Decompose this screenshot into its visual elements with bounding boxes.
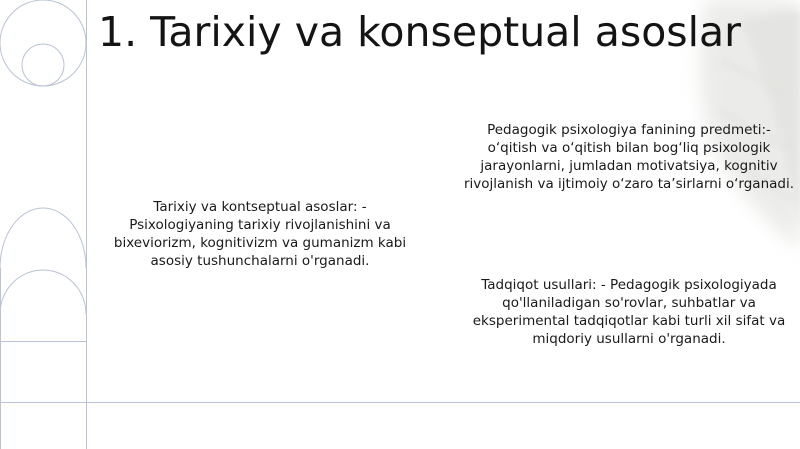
- arch-outline-decoration: [0, 208, 86, 449]
- research-methods-text: Tadqiqot usullari: - Pedagogik psixologiyada qo'llaniladigan so'rovlar, suhbatlar va eksperimental tadqiqotlar kabi turli xil sifat va miqdoriy usullarni o'rganadi.: [472, 277, 786, 347]
- circle-outline-decoration: [0, 0, 86, 86]
- historical-foundations-text: Tarixiy va kontseptual asoslar: - Psixologiyaning tarixiy rivojlanishini va bixeviorizm, kognitivizm va gumanizm kabi asosiy tushunchalarni o'rganadi.: [113, 199, 407, 269]
- slide-title: 1. Tarixiy va konseptual asoslar: [98, 8, 742, 56]
- subject-definition-text: Pedagogik psixologiya fanining predmeti:- o‘qitish va o‘qitish bilan bog‘liq psixologik jarayonlarni, jumladan motivatsiya, kognitiv rivojlanish va ijtimoiy o‘zaro ta’sirlarni o‘rganadi.: [463, 122, 795, 192]
